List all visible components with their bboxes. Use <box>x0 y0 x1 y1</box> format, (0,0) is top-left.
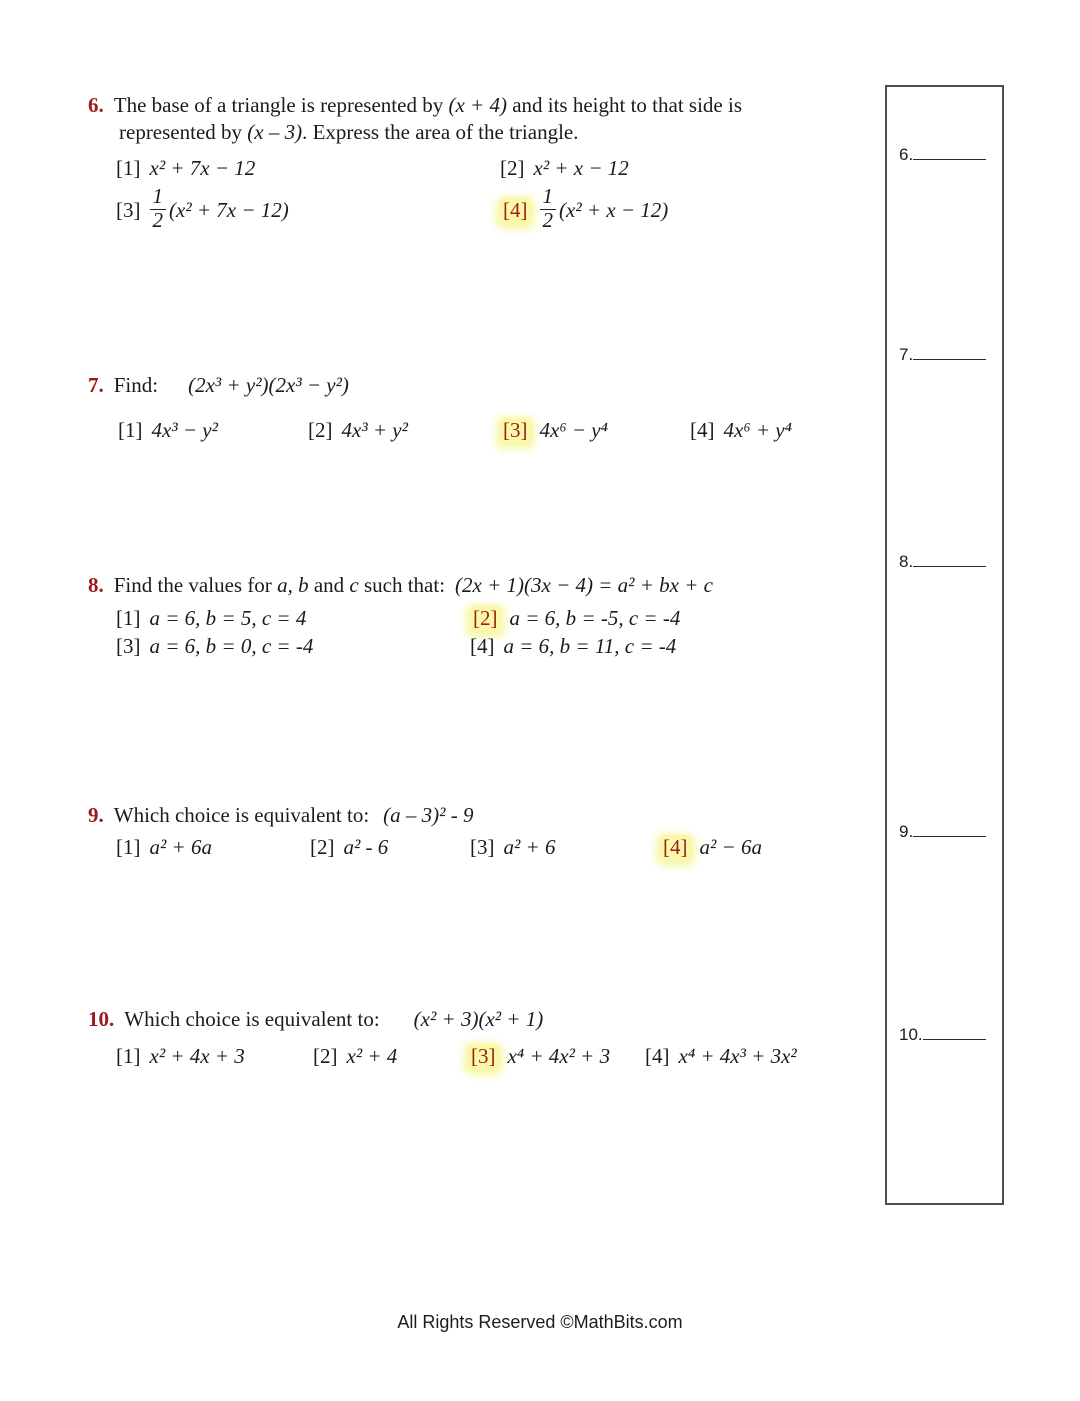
answer-blank-9 <box>913 822 986 837</box>
fraction-denominator: 2 <box>542 207 553 232</box>
choice-expression: a = 6, b = 5, c = 4 <box>149 606 307 630</box>
prompt-text: . Express the area of the triangle. <box>302 120 579 144</box>
choice-expression: a² + 6a <box>149 835 212 859</box>
choice-expression: 4x³ + y² <box>341 418 408 442</box>
prompt-math: a, b <box>277 573 309 597</box>
question-number: 6. <box>88 93 104 117</box>
prompt-text: and <box>308 573 350 597</box>
prompt-math: (x² + 3)(x² + 1) <box>413 1007 544 1031</box>
choice-expression: x⁴ + 4x² + 3 <box>507 1044 611 1068</box>
prompt-math: c <box>349 573 359 597</box>
answer-blank-6 <box>913 145 986 160</box>
choice-expression: 4x⁶ + y⁴ <box>723 418 792 442</box>
prompt-math: (2x + 1)(3x − 4) = a² + bx + c <box>455 573 713 597</box>
choice-option-3 <box>116 184 289 233</box>
choice-option-2 <box>310 834 388 861</box>
choice-expression: a = 6, b = 0, c = -4 <box>149 634 314 658</box>
footer <box>0 1312 1080 1333</box>
highlighted-choice-bracket: [3] <box>468 1044 499 1068</box>
choice-option-2 <box>470 605 680 632</box>
choice-bracket: [1] <box>116 835 141 859</box>
question-9 <box>88 802 900 902</box>
choice-option-4 <box>690 417 792 444</box>
prompt-text: and its height to that side is <box>506 93 742 117</box>
answer-label: 6. <box>899 145 914 164</box>
choice-option-2 <box>500 155 629 182</box>
choice-expression: a = 6, b = 11, c = -4 <box>503 634 677 658</box>
prompt-text: Find: <box>113 373 159 397</box>
choice-expression: x² + 4x + 3 <box>149 1044 245 1068</box>
prompt-text: Find the values for <box>113 573 278 597</box>
choice-bracket: [3] <box>116 198 141 223</box>
highlighted-choice-bracket: [2] <box>470 606 501 630</box>
choice-option-4 <box>500 184 669 233</box>
choice-option-1 <box>116 834 212 861</box>
choice-bracket: [2] <box>308 418 333 442</box>
question-number: 10. <box>88 1007 115 1031</box>
question-number: 8. <box>88 573 104 597</box>
choice-expression: x⁴ + 4x³ + 3x² <box>678 1044 797 1068</box>
highlighted-choice-bracket: [4] <box>500 198 531 222</box>
answer-slot-7 <box>899 345 986 365</box>
answer-slot-10 <box>899 1025 986 1045</box>
answer-slot-8 <box>899 552 986 572</box>
choice-expression: a² − 6a <box>699 835 762 859</box>
choice-option-1 <box>116 155 255 182</box>
choice-bracket: [4] <box>690 418 715 442</box>
answer-blank-7 <box>913 345 986 360</box>
choice-bracket: [2] <box>313 1044 338 1068</box>
answer-column-box <box>885 85 1004 1205</box>
answer-label: 7. <box>899 345 914 364</box>
choice-expression: a² + 6 <box>503 835 556 859</box>
answer-blank-8 <box>913 552 986 567</box>
choice-bracket: [3] <box>116 634 141 658</box>
choice-option-2 <box>313 1043 397 1070</box>
choice-option-1 <box>116 1043 245 1070</box>
question-number: 9. <box>88 803 104 827</box>
choice-expression: x² + 7x − 12 <box>149 156 256 180</box>
footer-text: All Rights Reserved ©MathBits.com <box>397 1312 683 1332</box>
choice-option-1 <box>116 605 306 632</box>
fraction-numerator: 1 <box>150 186 167 210</box>
question-6-prompt-line-2 <box>119 119 900 146</box>
choice-bracket: [1] <box>116 1044 141 1068</box>
question-number: 7. <box>88 373 104 397</box>
choice-option-3 <box>116 633 313 660</box>
choice-option-3 <box>500 417 608 444</box>
choice-bracket: [1] <box>116 606 141 630</box>
answer-label: 10. <box>899 1025 923 1044</box>
prompt-math: (2x³ + y²)(2x³ − y²) <box>188 373 349 397</box>
choice-expression: 4x⁶ − y⁴ <box>539 418 608 442</box>
prompt-math: (x + 4) <box>448 93 507 117</box>
choice-option-2 <box>308 417 408 444</box>
answer-slot-6 <box>899 145 986 165</box>
choice-expression: (x² + 7x − 12) <box>169 198 289 223</box>
choice-expression: a = 6, b = -5, c = -4 <box>509 606 681 630</box>
choice-bracket: [4] <box>470 634 495 658</box>
prompt-text: The base of a triangle is represented by <box>113 93 449 117</box>
question-6 <box>88 92 900 342</box>
prompt-text: Which choice is equivalent to: <box>124 1007 380 1031</box>
choice-option-3 <box>470 834 555 861</box>
question-7-prompt <box>88 372 900 399</box>
prompt-math: (a – 3)² - 9 <box>383 803 474 827</box>
highlighted-choice-bracket: [4] <box>660 835 691 859</box>
question-6-prompt-line-1 <box>88 92 900 119</box>
question-7 <box>88 372 900 482</box>
choice-option-1 <box>118 417 218 444</box>
answer-slot-9 <box>899 822 986 842</box>
prompt-text: represented by <box>119 120 248 144</box>
choice-bracket: [3] <box>470 835 495 859</box>
fraction <box>150 186 167 231</box>
choice-expression: x² + x − 12 <box>533 156 629 180</box>
answer-blank-10 <box>923 1025 986 1040</box>
choice-bracket: [1] <box>116 156 141 180</box>
answer-label: 9. <box>899 822 914 841</box>
choice-bracket: [2] <box>500 156 525 180</box>
choice-expression: (x² + x − 12) <box>559 198 669 223</box>
question-10-prompt <box>88 1006 900 1033</box>
question-9-prompt <box>88 802 900 829</box>
prompt-text: such that: <box>358 573 446 597</box>
question-10 <box>88 1006 900 1106</box>
fraction <box>540 186 557 231</box>
choice-option-4 <box>645 1043 797 1070</box>
choice-bracket: [2] <box>310 835 335 859</box>
choice-expression: 4x³ − y² <box>151 418 218 442</box>
highlighted-choice-bracket: [3] <box>500 418 531 442</box>
fraction-denominator: 2 <box>152 207 163 232</box>
choice-expression: a² - 6 <box>343 835 389 859</box>
choice-bracket: [4] <box>645 1044 670 1068</box>
question-8-prompt <box>88 572 900 599</box>
fraction-numerator: 1 <box>540 186 557 210</box>
choice-option-4 <box>470 633 676 660</box>
answer-label: 8. <box>899 552 914 571</box>
choice-option-4 <box>660 834 762 861</box>
question-8 <box>88 572 900 692</box>
choice-expression: x² + 4 <box>346 1044 398 1068</box>
choice-bracket: [1] <box>118 418 143 442</box>
choice-option-3 <box>468 1043 610 1070</box>
prompt-math: (x – 3) <box>247 120 303 144</box>
prompt-text: Which choice is equivalent to: <box>113 803 370 827</box>
